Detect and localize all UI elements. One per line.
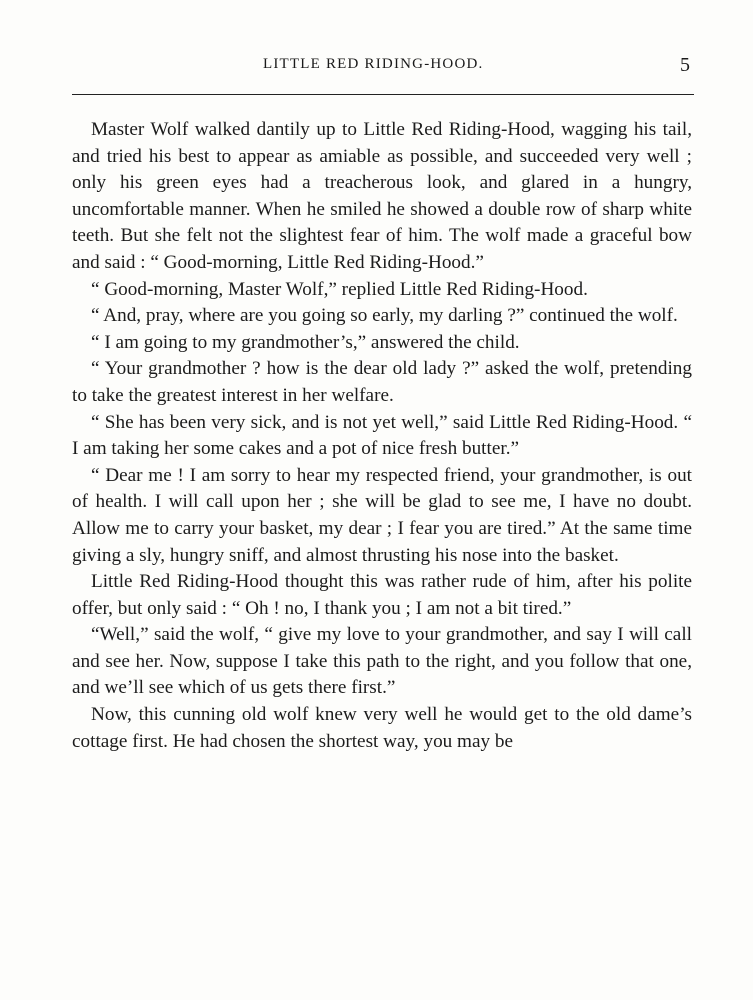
running-head [0,56,753,80]
header-rule [72,94,694,95]
paragraph: “Well,” said the wolf, “ give my love to your grandmother, and say I will call and see her. Now, suppose I take this path to the right, and you follow that one, and we’ll see which of us gets there first.” [72,624,692,699]
page-number: 5 [680,54,690,76]
running-title: LITTLE RED RIDING-HOOD. [263,56,484,72]
paragraph: “ She has been very sick, and is not yet well,” said Little Red Riding-Hood. “ I am taking her some cakes and a pot of nice fresh butter.” [72,411,692,460]
paragraph: Master Wolf walked dantily up to Little Red Riding-Hood, wagging his tail, and tried his best to appear as amiable as possible, and succeeded very well ; only his green eyes had a treacherous look, and glared in a hungry, uncomfortable manner. When he smiled he showed a double row of sharp white teeth. But she felt not the slightest fear of him. The wolf made a graceful bow and said : “ Good-morning, Little Red Riding-Hood.” [72,119,692,273]
paragraph: “ Your grandmother ? how is the dear old lady ?” asked the wolf, pretending to take the greatest interest in her welfare. [72,358,692,406]
paragraph: “ Good-morning, Master Wolf,” replied Little Red Riding-Hood. [91,278,588,300]
paragraph: Little Red Riding-Hood thought this was rather rude of him, after his polite offer, but only said : “ Oh ! no, I thank you ; I am not a bit tired.” [72,571,692,619]
paragraph: “ And, pray, where are you going so early, my darling ?” continued the wolf. [91,305,678,327]
paragraph: “ I am going to my grandmother’s,” answered the child. [91,331,520,353]
paragraph: Now, this cunning old wolf knew very well he would get to the old dame’s cottage first. He had chosen the shortest way, you may be [72,704,692,752]
paragraph: “ Dear me ! I am sorry to hear my respected friend, your grandmother, is out of health. I will call upon her ; she will be glad to see me, I have no doubt. Allow me to carry your basket, my dear ; I fear you are tired.” At the same time giving a sly, hungry sniff, and almost thrusting his nose into the basket. [72,464,692,566]
body-text [72,117,692,755]
